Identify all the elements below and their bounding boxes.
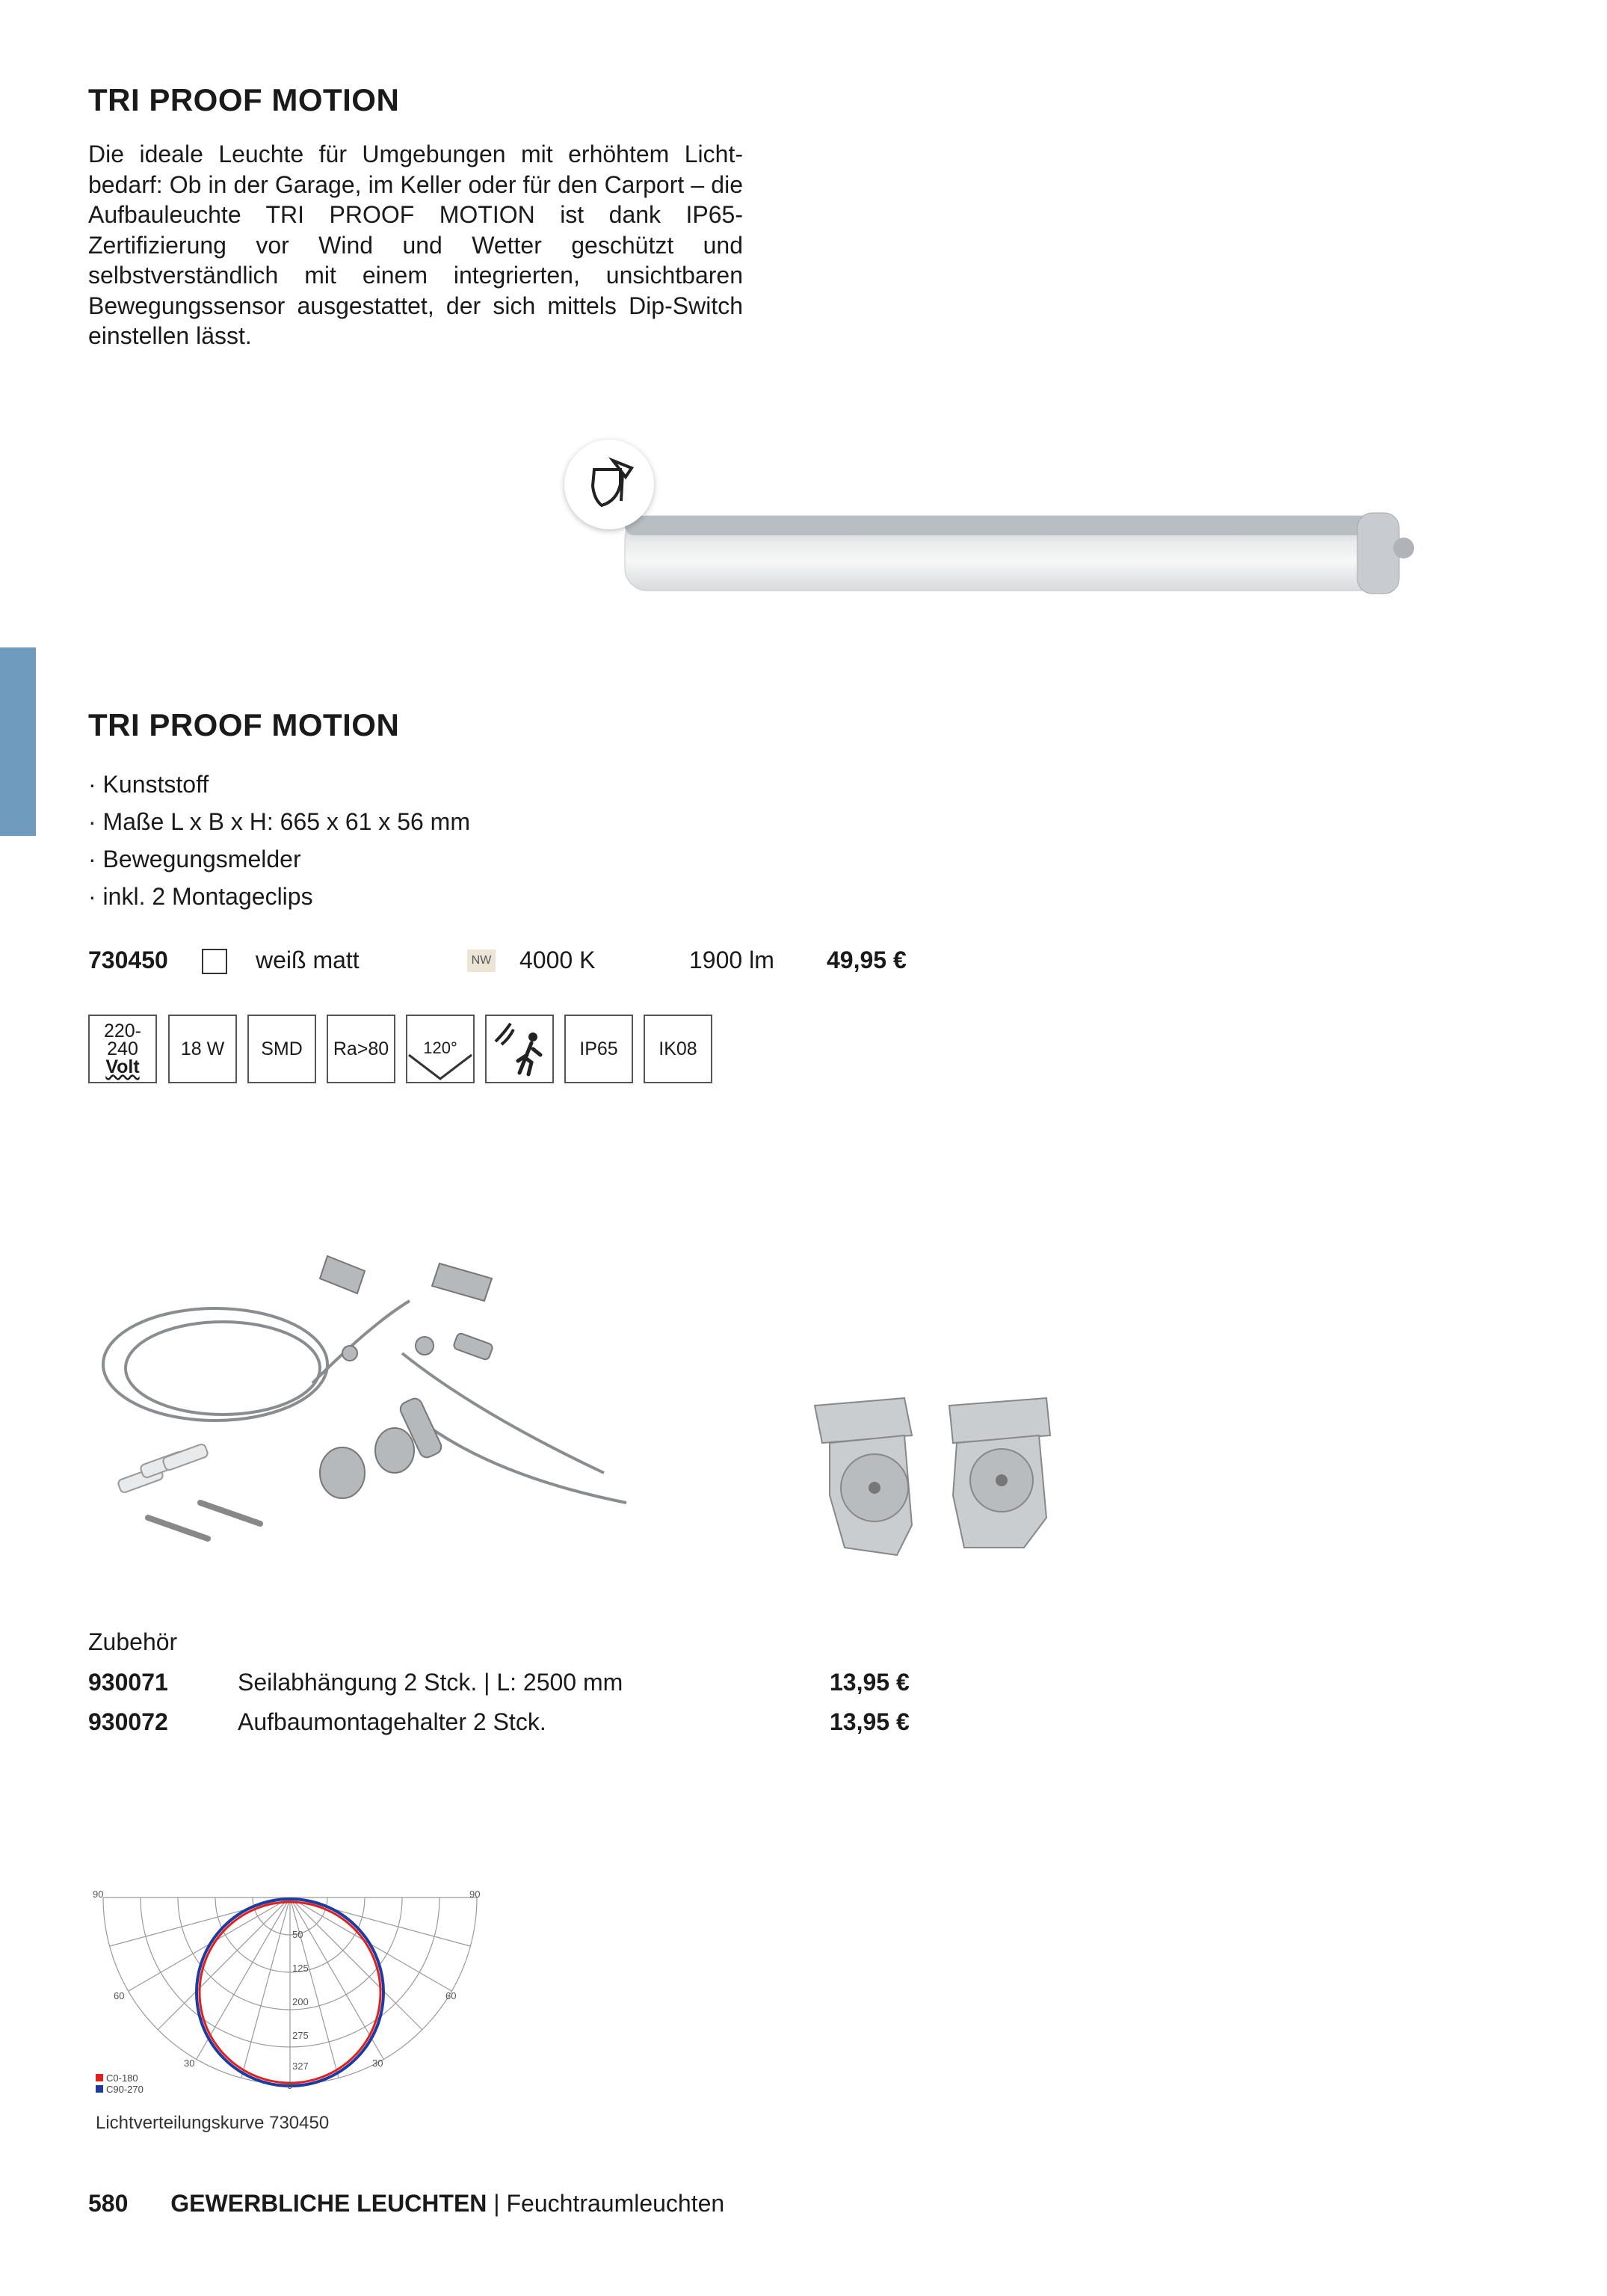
intro-title: TRI PROOF MOTION [88, 82, 400, 117]
legend-swatch-red [96, 2074, 103, 2081]
angle-label: 90 [93, 1889, 104, 1900]
radial-label: 125 [292, 1963, 309, 1974]
section-tab [0, 647, 36, 836]
cri-icon: Ra>80 [327, 1015, 395, 1083]
legend-label: C90-270 [106, 2084, 144, 2095]
radial-label: 275 [292, 2030, 309, 2041]
feature-item: · inkl. 2 Montageclips [88, 878, 470, 915]
feature-item: · Kunststoff [88, 766, 470, 803]
color-temp-badge: NW [467, 950, 496, 972]
led-type-icon: SMD [247, 1015, 316, 1083]
ik-rating-icon: IK08 [644, 1015, 712, 1083]
intro-text: Die ideale Leuchte für Umgebungen mit erhöhtem Licht-bedarf: Ob in der Garage, im Keller oder für den Carport – die Aufbauleuchte TRI PROOF MOTION ist dank IP65-Zertifizierung vor Wind und Wetter geschützt und selbstverständlich mit einem integrierten, unsichtbaren Bewegungssensor ausgestattet, der sich mittels Dip-Switch einstellen lässt. [88, 141, 743, 349]
voltage-unit: Volt [105, 1056, 140, 1077]
radial-label: 50 [292, 1929, 303, 1940]
feature-list [88, 766, 470, 915]
color-swatch [202, 949, 227, 974]
product-hero-image [565, 440, 1432, 615]
angle-label: 30 [372, 2058, 383, 2069]
color-name: weiß matt [256, 947, 360, 973]
page-footer [88, 2190, 724, 2217]
footer-separator: | [493, 2190, 507, 2217]
legend-label: C0-180 [106, 2072, 138, 2084]
product-title: TRI PROOF MOTION [88, 707, 400, 742]
beam-angle-icon [406, 1015, 475, 1083]
angle-label: 90 [469, 1889, 481, 1900]
weather-protection-icon [564, 440, 654, 529]
color-temperature: 4000 K [519, 947, 596, 973]
wattage-icon: 18 W [168, 1015, 237, 1083]
suspension-kit-image [88, 1234, 641, 1581]
feature-item: · Maße L x B x H: 665 x 61 x 56 mm [88, 803, 470, 840]
angle-label: 30 [184, 2058, 195, 2069]
angle-label: 60 [445, 1990, 457, 2001]
footer-subsection: Feuchtraumleuchten [506, 2190, 725, 2217]
luminous-flux: 1900 lm [689, 947, 774, 973]
article-number: 730450 [88, 947, 168, 973]
voltage-icon [88, 1015, 157, 1083]
feature-item: · Bewegungsmelder [88, 840, 470, 878]
accessories-heading: Zubehör [88, 1628, 178, 1655]
mounting-bracket-image [800, 1376, 1061, 1581]
accessory-number: 930072 [88, 1708, 168, 1735]
radial-label: 200 [292, 1996, 309, 2007]
accessory-number: 930071 [88, 1669, 168, 1696]
chart-legend [96, 2072, 144, 2095]
angle-label: 0 [287, 2080, 293, 2091]
price: 49,95 € [827, 947, 907, 973]
angle-label: 60 [114, 1990, 125, 2001]
ip-rating-icon: IP65 [564, 1015, 633, 1083]
accessory-price: 13,95 € [830, 1708, 910, 1735]
radial-label: 327 [292, 2060, 309, 2072]
accessory-price: 13,95 € [830, 1669, 910, 1696]
accessory-description: Aufbaumontagehalter 2 Stck. [238, 1708, 546, 1735]
motion-sensor-icon [485, 1015, 554, 1083]
accessory-description: Seilabhängung 2 Stck. | L: 2500 mm [238, 1669, 623, 1696]
light-curve-caption: Lichtverteilungskurve 730450 [96, 2113, 330, 2133]
footer-section: GEWERBLICHE LEUCHTEN [170, 2190, 487, 2217]
page-number: 580 [88, 2190, 129, 2217]
voltage-value: 220-240 [103, 1021, 142, 1059]
legend-swatch-blue [96, 2085, 103, 2093]
beam-angle-value: 120° [423, 1038, 457, 1057]
